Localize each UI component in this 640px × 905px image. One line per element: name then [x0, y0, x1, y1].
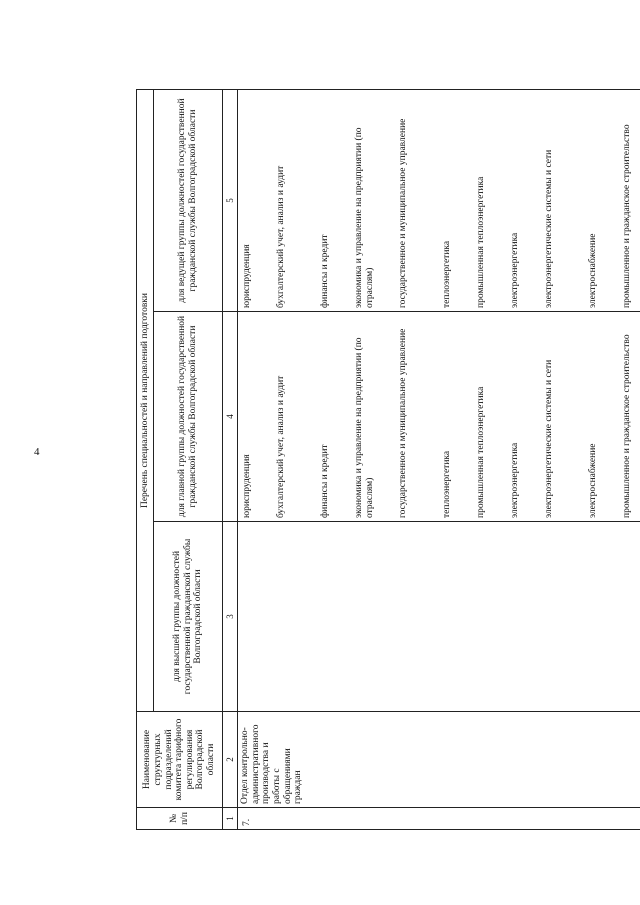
list-item: юриспруденция	[242, 244, 253, 308]
list-item: промышленное и гражданское строительство	[622, 124, 633, 308]
header-row-1	[137, 90, 154, 830]
department-name: Отдел контрольно-административного производства и работы с обращениями граждан	[238, 712, 640, 808]
row-number: 7.	[238, 808, 640, 830]
page-number: 4	[34, 446, 40, 458]
list-item: государственное и муниципальное управление	[398, 118, 409, 308]
header-highest-group: для высшей группы должностей государственной гражданской службы Волгоградской области	[154, 522, 223, 712]
list-item: бухгалтерский учет, анализ и аудит	[276, 375, 287, 518]
list-item: бухгалтерский учет, анализ и аудит	[276, 165, 287, 308]
highest-group-specialties	[238, 522, 640, 712]
list-item: электроэнергетические системы и сети	[544, 359, 555, 518]
specialties-table	[136, 89, 640, 830]
column-number: 3	[223, 522, 238, 712]
column-number: 1	[223, 808, 238, 830]
list-item: теплоэнергетика	[442, 240, 453, 308]
column-number: 4	[223, 312, 238, 522]
main-group-list	[240, 315, 640, 518]
leading-group-specialties	[238, 90, 640, 312]
leading-group-list	[240, 93, 640, 308]
header-department: Наименование структурных подразделений комитета тарифного регулирования Волгоградской области	[137, 712, 223, 808]
list-item: промышленная теплоэнергетика	[476, 386, 487, 518]
column-number-row	[223, 90, 238, 830]
list-item: промышленное и гражданское строительство	[622, 334, 633, 518]
list-item: государственное и муниципальное управление	[398, 328, 409, 518]
header-group: Перечень специальностей и направлений подготовки	[137, 90, 154, 712]
header-main-group: для главной группы должностей государственной гражданской службы Волгоградской области	[154, 312, 223, 522]
list-item: юриспруденция	[242, 454, 253, 518]
column-number: 5	[223, 90, 238, 312]
header-leading-group: для ведущей группы должностей государственной гражданской службы Волгоградской области	[154, 90, 223, 312]
list-item: финансы и кредит	[320, 444, 331, 518]
header-number: № п/п	[137, 808, 223, 830]
list-item: экономика и управление на предприятии (по отраслям)	[354, 127, 375, 308]
table-row	[238, 90, 640, 830]
list-item: электроэнергетические системы и сети	[544, 149, 555, 308]
column-number: 2	[223, 712, 238, 808]
list-item: финансы и кредит	[320, 234, 331, 308]
list-item: экономика и управление на предприятии (по отраслям)	[354, 337, 375, 518]
main-group-specialties	[238, 312, 640, 522]
list-item: электроснабжение	[588, 233, 599, 308]
list-item: электроэнергетика	[510, 442, 521, 518]
list-item: электроснабжение	[588, 443, 599, 518]
list-item: теплоэнергетика	[442, 450, 453, 518]
rotated-table-container	[136, 90, 640, 830]
list-item: промышленная теплоэнергетика	[476, 176, 487, 308]
list-item: электроэнергетика	[510, 232, 521, 308]
